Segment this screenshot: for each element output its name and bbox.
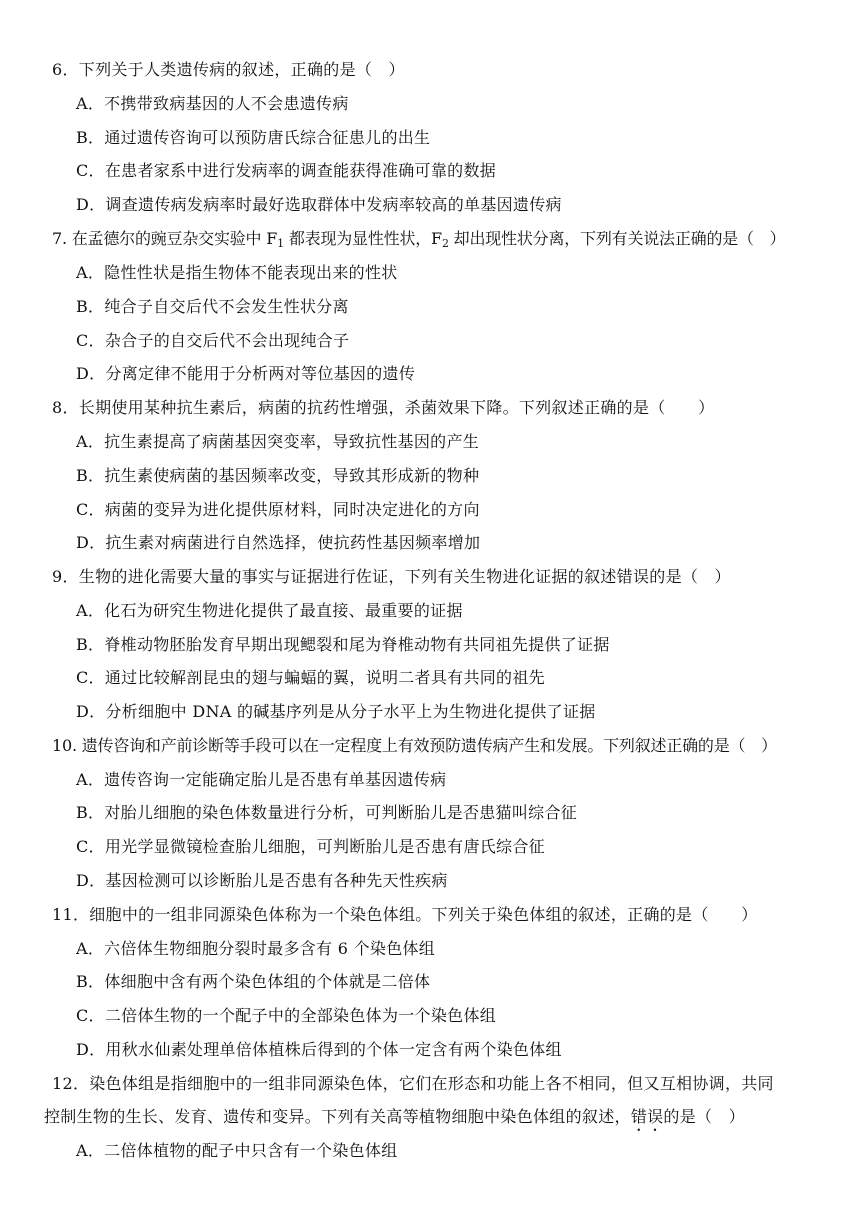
question-8-option-b: B．抗生素使病菌的基因频率改变，导致其形成新的物种 — [76, 466, 480, 485]
question-9-option-c: C．通过比较解剖昆虫的翅与蝙蝠的翼，说明二者具有共同的祖先 — [76, 668, 545, 687]
question-9-option-a: A．化石为研究生物进化提供了最直接、最重要的证据 — [76, 601, 463, 620]
question-6-option-b: B．通过遗传咨询可以预防唐氏综合征患儿的出生 — [76, 128, 431, 147]
question-6-option-a: A．不携带致病基因的人不会患遗传病 — [76, 94, 349, 113]
question-10-option-a: A．遗传咨询一定能确定胎儿是否患有单基因遗传病 — [76, 770, 447, 789]
question-12-stem-line-1: 12．染色体组是指细胞中的一组非同源染色体，它们在形态和功能上各不相同，但又互相协调，共同 — [52, 1074, 774, 1093]
question-11-stem: 11．细胞中的一组非同源染色体称为一个染色体组。下列关于染色体组的叙述，正确的是（ ） — [52, 905, 758, 924]
question-10-option-d: D．基因检测可以诊断胎儿是否患有各种先天性疾病 — [76, 871, 448, 890]
question-9-option-b: B．脊椎动物胚胎发育早期出现鳃裂和尾为脊椎动物有共同祖先提供了证据 — [76, 635, 610, 654]
question-7-stem: 7. 在孟德尔的豌豆杂交实验中 $F_1$ 都表现为显性性状，$F_2$ 却出现性状分离，下列有关说法正确的是（ ） — [52, 229, 786, 250]
question-11-option-b: B．体细胞中含有两个染色体组的个体就是二倍体 — [76, 972, 431, 991]
question-8-option-c: C．病菌的变异为进化提供原材料，同时决定进化的方向 — [76, 500, 480, 519]
question-11-option-a: A．六倍体生物细胞分裂时最多含有 6 个染色体组 — [76, 939, 436, 958]
question-7-option-d: D．分离定律不能用于分析两对等位基因的遗传 — [76, 364, 416, 383]
question-11-option-d: D．用秋水仙素处理单倍体植株后得到的个体一定含有两个染色体组 — [76, 1040, 562, 1059]
question-11-option-c: C．二倍体生物的一个配子中的全部染色体为一个染色体组 — [76, 1006, 497, 1025]
question-6-option-d: D．调查遗传病发病率时最好选取群体中发病率较高的单基因遗传病 — [76, 195, 562, 214]
question-10-stem: 10. 遗传咨询和产前诊断等手段可以在一定程度上有效预防遗传病产生和发展。下列叙述正确的是（ ） — [52, 736, 777, 755]
question-7-option-c: C．杂合子的自交后代不会出现纯合子 — [76, 331, 350, 350]
question-10-option-b: B．对胎儿细胞的染色体数量进行分析，可判断胎儿是否患猫叫综合征 — [76, 803, 578, 822]
question-9-option-d: D．分析细胞中 DNA 的碱基序列是从分子水平上为生物进化提供了证据 — [76, 702, 596, 721]
question-8-option-a: A．抗生素提高了病菌基因突变率，导致抗性基因的产生 — [76, 432, 480, 451]
question-7-option-b: B．纯合子自交后代不会发生性状分离 — [76, 297, 349, 316]
question-12-option-a: A．二倍体植物的配子中只含有一个染色体组 — [76, 1141, 398, 1160]
question-8-option-d: D．抗生素对病菌进行自然选择，使抗药性基因频率增加 — [76, 533, 481, 552]
emphasis-text: 错误 — [630, 1107, 664, 1126]
question-12-stem-line-2: 控制生物的生长、发育、遗传和变异。下列有关高等植物细胞中染色体组的叙述，错误的是（ ） — [44, 1107, 745, 1126]
question-9-stem: 9．生物的进化需要大量的事实与证据进行佐证，下列有关生物进化证据的叙述错误的是（ ） — [52, 567, 731, 586]
question-8-stem: 8．长期使用某种抗生素后，病菌的抗药性增强，杀菌效果下降。下列叙述正确的是（ ） — [52, 398, 715, 417]
question-10-option-c: C．用光学显微镜检查胎儿细胞，可判断胎儿是否患有唐氏综合征 — [76, 837, 545, 856]
question-6-stem: 6．下列关于人类遗传病的叙述，正确的是（ ） — [52, 60, 405, 79]
question-7-option-a: A．隐性性状是指生物体不能表现出来的性状 — [76, 263, 398, 282]
question-6-option-c: C．在患者家系中进行发病率的调查能获得准确可靠的数据 — [76, 161, 497, 180]
